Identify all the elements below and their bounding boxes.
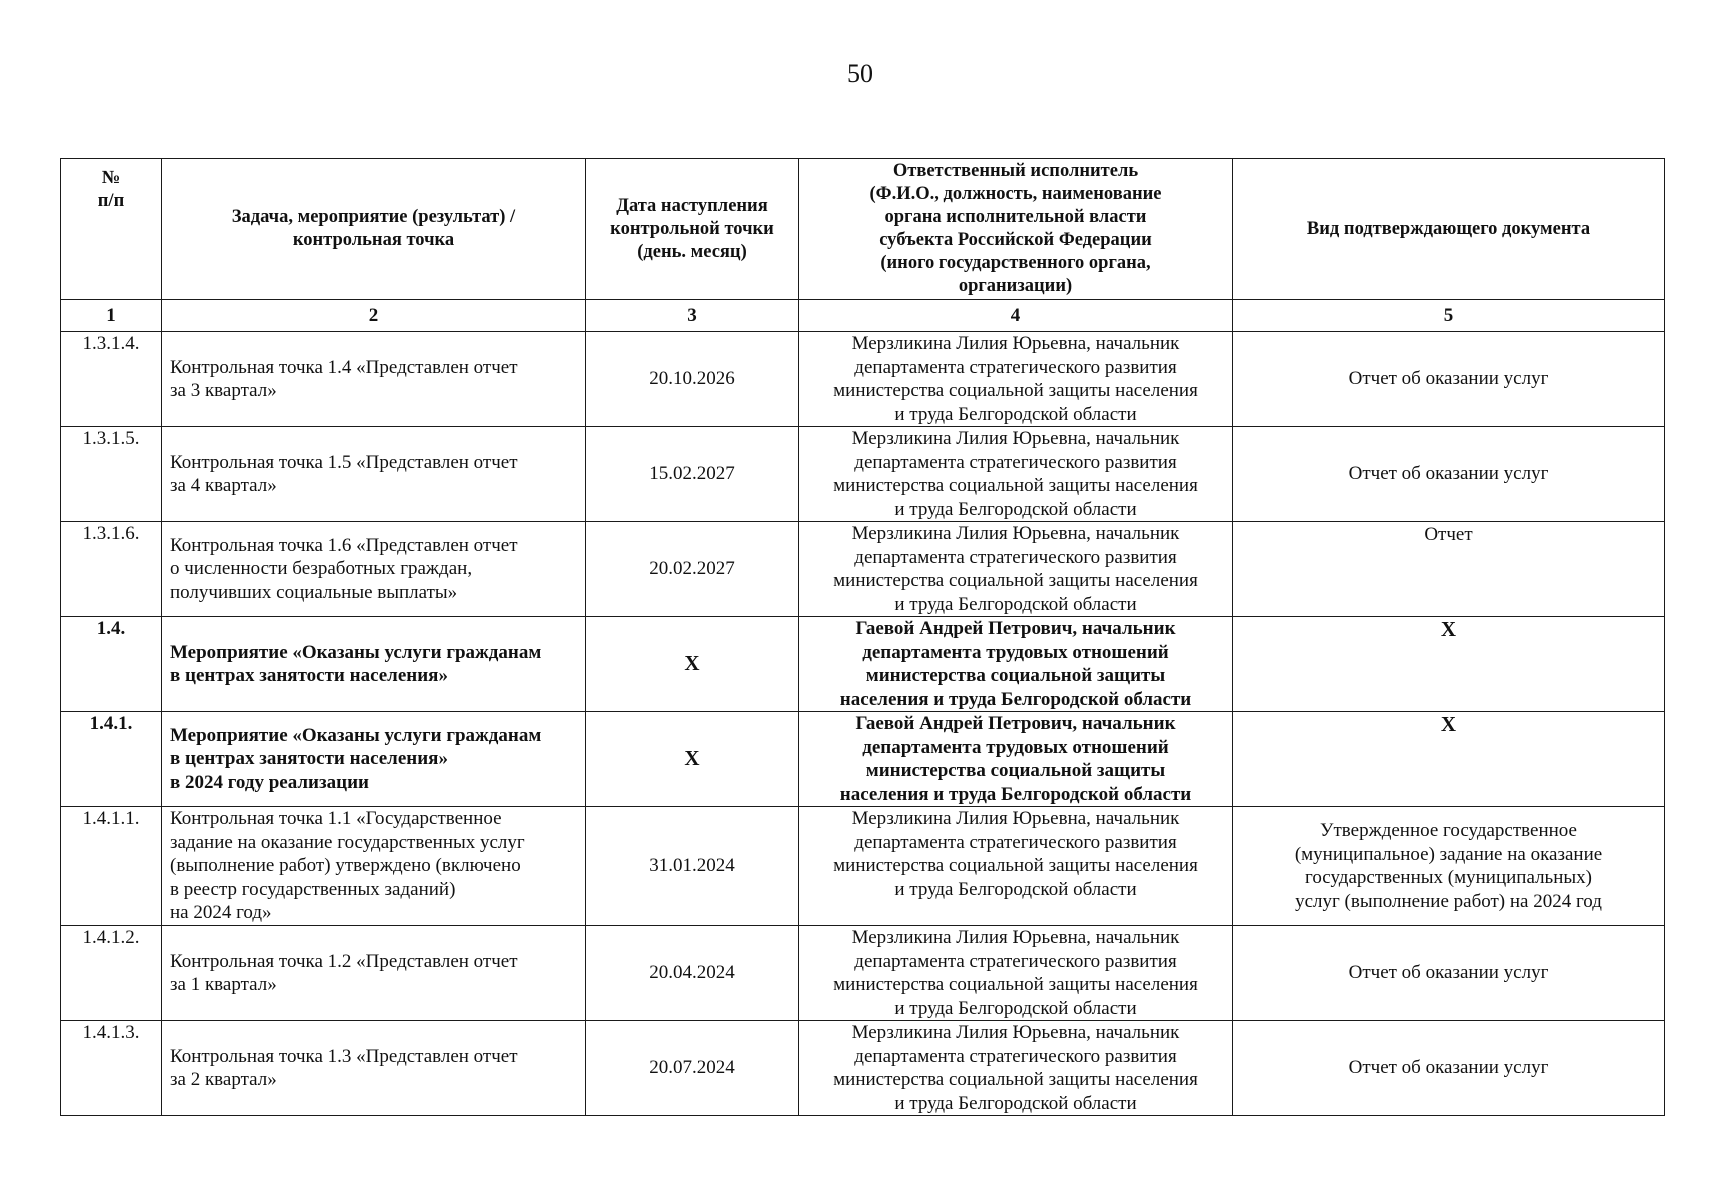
- table-row: [61, 617, 1665, 712]
- row-task: Контрольная точка 1.2 «Представлен отчет за 1 квартал»: [162, 926, 586, 1021]
- row-number: 1.3.1.4.: [61, 332, 162, 427]
- row-responsible: Мерзликина Лилия Юрьевна, начальник департамента стратегического развития министерства социальной защиты населения и труда Белгородской области: [799, 427, 1233, 522]
- table-row: [61, 712, 1665, 807]
- table-row: [61, 926, 1665, 1021]
- column-number: 1: [61, 300, 162, 332]
- row-document: Утвержденное государственное (муниципальное) задание на оказание государственных (муниципальных) услуг (выполнение работ) на 2024 год: [1233, 807, 1665, 926]
- row-number: 1.3.1.6.: [61, 522, 162, 617]
- row-date: 20.10.2026: [586, 332, 799, 427]
- row-document: Отчет об оказании услуг: [1233, 1021, 1665, 1116]
- row-date: 31.01.2024: [586, 807, 799, 926]
- row-task: Мероприятие «Оказаны услуги гражданам в центрах занятости населения» в 2024 году реализации: [162, 712, 586, 807]
- row-number: 1.4.1.: [61, 712, 162, 807]
- header-number: № п/п: [61, 159, 162, 300]
- row-document: Отчет об оказании услуг: [1233, 926, 1665, 1021]
- column-numbers-row: [61, 300, 1665, 332]
- table-header-row: [61, 159, 1665, 300]
- row-date: 15.02.2027: [586, 427, 799, 522]
- table-row: [61, 427, 1665, 522]
- row-document: Отчет об оказании услуг: [1233, 427, 1665, 522]
- row-responsible: Гаевой Андрей Петрович, начальник департамента трудовых отношений министерства социальной защиты населения и труда Белгородской области: [799, 712, 1233, 807]
- row-responsible: Мерзликина Лилия Юрьевна, начальник департамента стратегического развития министерства социальной защиты населения и труда Белгородской области: [799, 807, 1233, 926]
- page-number: 50: [847, 59, 873, 88]
- table-row: [61, 522, 1665, 617]
- row-responsible: Мерзликина Лилия Юрьевна, начальник департамента стратегического развития министерства социальной защиты населения и труда Белгородской области: [799, 926, 1233, 1021]
- row-date: 20.04.2024: [586, 926, 799, 1021]
- row-responsible: Мерзликина Лилия Юрьевна, начальник департамента стратегического развития министерства социальной защиты населения и труда Белгородской области: [799, 1021, 1233, 1116]
- row-date: Х: [586, 617, 799, 712]
- table-row: [61, 807, 1665, 926]
- header-document: Вид подтверждающего документа: [1233, 159, 1665, 300]
- row-task: Мероприятие «Оказаны услуги гражданам в центрах занятости населения»: [162, 617, 586, 712]
- row-responsible: Мерзликина Лилия Юрьевна, начальник департамента стратегического развития министерства социальной защиты населения и труда Белгородской области: [799, 522, 1233, 617]
- table-row: [61, 1021, 1665, 1116]
- row-responsible: Мерзликина Лилия Юрьевна, начальник департамента стратегического развития министерства социальной защиты населения и труда Белгородской области: [799, 332, 1233, 427]
- row-task: Контрольная точка 1.6 «Представлен отчет о численности безработных граждан, получивших социальные выплаты»: [162, 522, 586, 617]
- column-number: 3: [586, 300, 799, 332]
- column-number: 2: [162, 300, 586, 332]
- row-date: 20.07.2024: [586, 1021, 799, 1116]
- header-responsible: Ответственный исполнитель (Ф.И.О., должность, наименование органа исполнительной власти субъекта Российской Федерации (иного государственного органа, организации): [799, 159, 1233, 300]
- column-number: 5: [1233, 300, 1665, 332]
- row-date: Х: [586, 712, 799, 807]
- header-date: Дата наступления контрольной точки (день. месяц): [586, 159, 799, 300]
- row-date: 20.02.2027: [586, 522, 799, 617]
- column-number: 4: [799, 300, 1233, 332]
- row-number: 1.4.: [61, 617, 162, 712]
- table-row: [61, 332, 1665, 427]
- row-responsible: Гаевой Андрей Петрович, начальник департамента трудовых отношений министерства социальной защиты населения и труда Белгородской области: [799, 617, 1233, 712]
- row-document: Отчет об оказании услуг: [1233, 332, 1665, 427]
- control-points-table: [60, 158, 1665, 1116]
- row-task: Контрольная точка 1.5 «Представлен отчет за 4 квартал»: [162, 427, 586, 522]
- row-number: 1.4.1.3.: [61, 1021, 162, 1116]
- row-document: Отчет: [1233, 522, 1665, 617]
- row-number: 1.4.1.1.: [61, 807, 162, 926]
- row-document: Х: [1233, 617, 1665, 712]
- header-task: Задача, мероприятие (результат) / контрольная точка: [162, 159, 586, 300]
- row-task: Контрольная точка 1.1 «Государственное задание на оказание государственных услуг (выполнение работ) утверждено (включено в реестр государственных заданий) на 2024 год»: [162, 807, 586, 926]
- row-document: Х: [1233, 712, 1665, 807]
- row-number: 1.3.1.5.: [61, 427, 162, 522]
- row-task: Контрольная точка 1.4 «Представлен отчет за 3 квартал»: [162, 332, 586, 427]
- row-number: 1.4.1.2.: [61, 926, 162, 1021]
- row-task: Контрольная точка 1.3 «Представлен отчет за 2 квартал»: [162, 1021, 586, 1116]
